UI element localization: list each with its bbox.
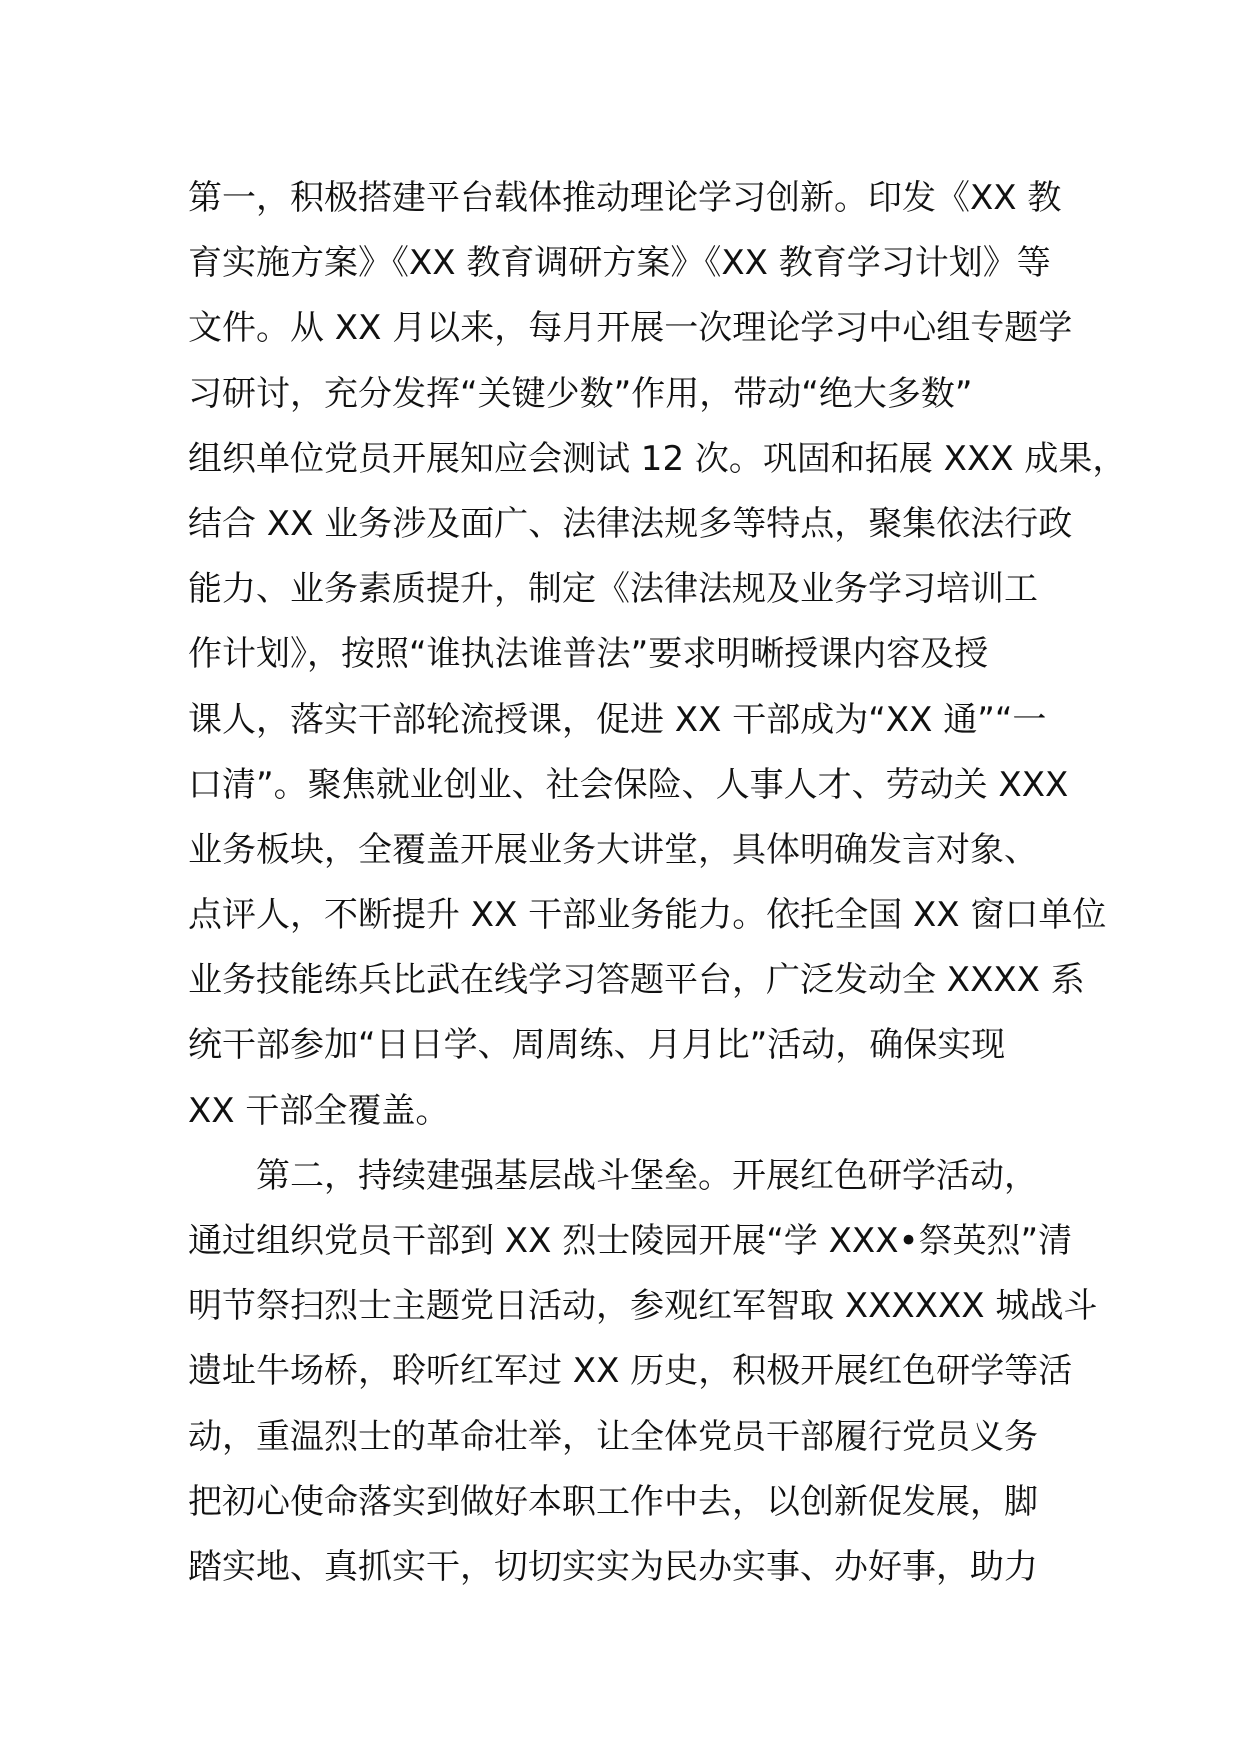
text-line: 文件。从 XX 月以来，每月开展一次理论学习中心组专题学	[188, 308, 1073, 349]
text-line: 统干部参加“日日学、周周练、月月比”活动，确保实现	[188, 1025, 1006, 1066]
text-line: 业务板块，全覆盖开展业务大讲堂，具体明确发言对象、	[188, 829, 1038, 870]
text-line: 口清”。聚焦就业创业、社会保险、人事人才、劳动关 XXX	[188, 764, 1069, 805]
text-line: 业务技能练兵比武在线学习答题平台，广泛发动全 XXXX 系	[188, 960, 1085, 1001]
text-line: 作计划》，按照“谁执法谁普法”要求明晰授课内容及授	[188, 634, 989, 675]
text-line: 点评人，不断提升 XX 干部业务能力。依托全国 XX 窗口单位	[188, 895, 1107, 936]
text-line: 课人，落实干部轮流授课，促进 XX 干部成为“XX 通”“一	[188, 699, 1047, 740]
text-line: 明节祭扫烈士主题党日活动，参观红军智取 XXXXXX 城战斗	[188, 1286, 1098, 1327]
text-line: 能力、业务素质提升，制定《法律法规及业务学习培训工	[188, 569, 1038, 610]
text-line: 通过组织党员干部到 XX 烈士陵园开展“学 XXX•祭英烈”清	[188, 1221, 1073, 1261]
text-line: 组织单位党员开展知应会测试 12 次。巩固和拓展 XXX 成果，	[188, 438, 1127, 479]
text-line: 踏实地、真抓实干，切切实实为民办实事、办好事，助力	[188, 1546, 1038, 1587]
text-line: 动，重温烈士的革命壮举，让全体党员干部履行党员义务	[188, 1416, 1038, 1457]
text-line: 第一，积极搭建平台载体推动理论学习创新。印发《XX 教	[188, 178, 1062, 218]
text-line: 第二，持续建强基层战斗堡垒。开展红色研学活动，	[256, 1155, 1038, 1196]
text-line: 习研讨，充分发挥“关键少数”作用，带动“绝大多数”	[188, 373, 973, 414]
text-line: 育实施方案》《XX 教育调研方案》《XX 教育学习计划》等	[188, 243, 1051, 284]
text-line: 把初心使命落实到做好本职工作中去，以创新促发展，脚	[188, 1481, 1038, 1522]
text-line: 遗址牛场桥，聆听红军过 XX 历史，积极开展红色研学等活	[188, 1351, 1073, 1392]
text-line: 结合 XX 业务涉及面广、法律法规多等特点，聚集依法行政	[188, 503, 1073, 544]
text-line: XX 干部全覆盖。	[188, 1090, 450, 1131]
document-body	[188, 166, 1127, 1600]
